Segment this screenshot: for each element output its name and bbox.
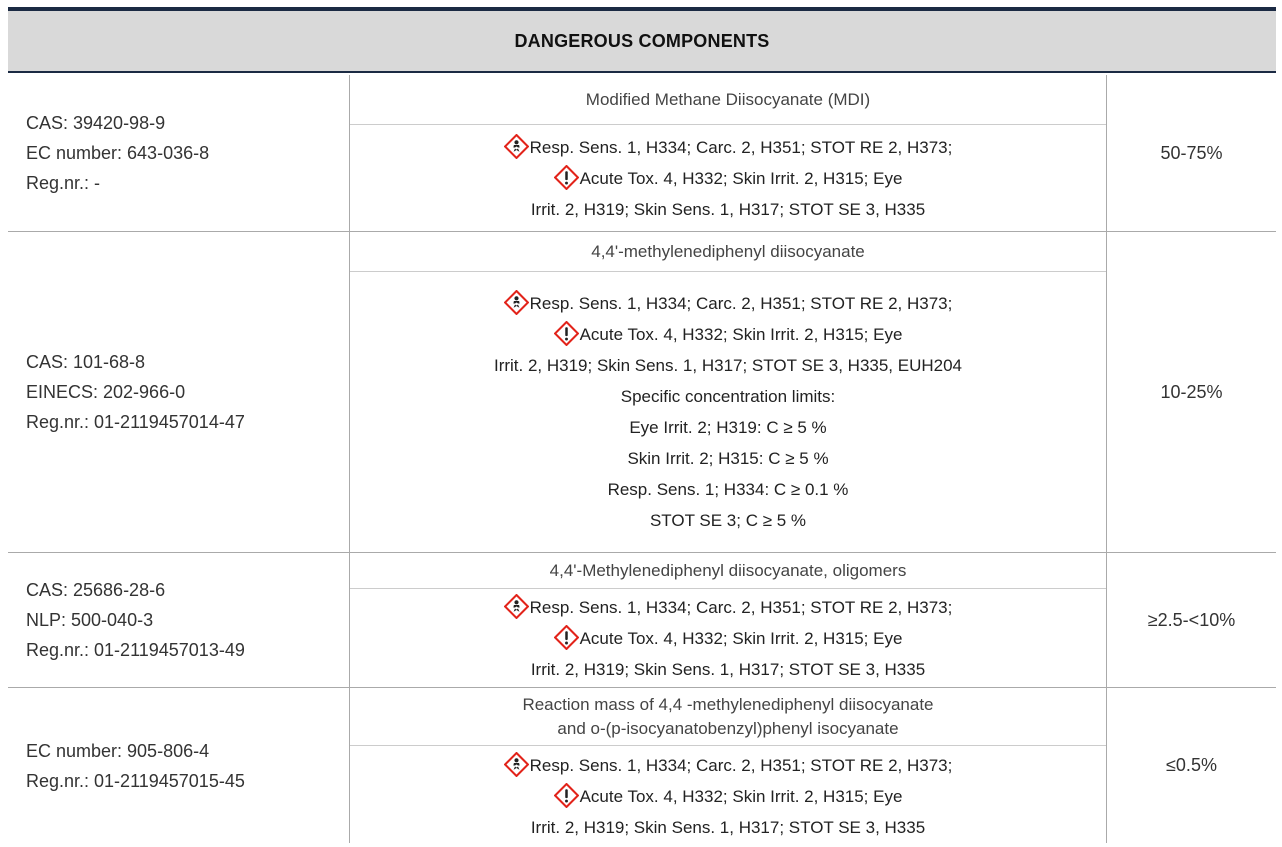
substance-cell — [349, 688, 1107, 843]
table-title: DANGEROUS COMPONENTS — [514, 30, 770, 51]
ec-number: EC number: 905-806-4 — [26, 740, 210, 761]
concentration-cell: 50-75% — [1160, 142, 1223, 163]
substance-cell — [349, 553, 1107, 687]
substance-name: 4,4'-methylenediphenyl diisocyanate — [350, 232, 1106, 272]
hazard-classification: Resp. Sens. 1, H334; Carc. 2, H351; STOT RE 2, H373; Acute Tox. 4, H332; Skin Irrit. 2, H315; Eye Irrit. 2, H319; Skin Sens. 1, H317; STOT SE 3, H335 — [350, 589, 1106, 687]
table-row — [8, 232, 1276, 553]
reg-number: Reg.nr.: 01-2119457013-49 — [26, 640, 245, 660]
health-hazard-icon — [504, 752, 529, 777]
exclamation-mark-icon — [554, 625, 579, 650]
cas-number: CAS: 101-68-8 — [26, 352, 146, 372]
table-row — [8, 688, 1276, 843]
identifiers-cell — [8, 75, 367, 231]
hazard-text: Irrit. 2, H319; Skin Sens. 1, H317; STOT SE 3, H335, EUH204 — [493, 356, 963, 375]
health-hazard-icon — [504, 594, 529, 619]
table-row — [8, 75, 1276, 232]
concentration-cell: 10-25% — [1160, 381, 1223, 402]
exclamation-mark-icon — [554, 165, 579, 190]
identifiers-cell — [8, 553, 367, 687]
exclamation-mark-icon — [554, 783, 579, 808]
substance-name: Modified Methane Diisocyanate (MDI) — [350, 75, 1106, 125]
nlp-number: NLP: 500-040-3 — [26, 610, 154, 630]
substance-cell — [349, 232, 1107, 552]
health-hazard-icon — [504, 290, 529, 315]
reg-number: Reg.nr.: - — [26, 173, 101, 193]
hazard-classification: Resp. Sens. 1, H334; Carc. 2, H351; STOT RE 2, H373; Acute Tox. 4, H332; Skin Irrit. 2, H315; Eye Irrit. 2, H319; Skin Sens. 1, H317; STOT SE 3, H335 — [350, 125, 1106, 231]
einecs-number: EINECS: 202-966-0 — [26, 382, 186, 402]
concentration-cell: ≥2.5-<10% — [1147, 609, 1236, 630]
health-hazard-icon — [504, 134, 529, 159]
hazard-text: STOT SE 3; C ≥ 5 % — [649, 511, 807, 530]
cas-number: CAS: 25686-28-6 — [26, 580, 166, 600]
cas-number: CAS: 39420-98-9 — [26, 113, 166, 133]
hazard-classification: Resp. Sens. 1, H334; Carc. 2, H351; STOT RE 2, H373; Acute Tox. 4, H332; Skin Irrit. 2, H315; Eye Irrit. 2, H319; Skin Sens. 1, H317; STOT SE 3, H335, EUH204 Specific concentration limits: Eye Irrit. 2; H319: C ≥ 5 % Skin Irrit. 2; H315: C ≥ 5 % Resp. Sens. 1; H334: C ≥ 0.1 % STOT SE 3; C ≥ 5 % — [350, 272, 1106, 552]
hazard-text: Eye Irrit. 2; H319: C ≥ 5 % — [629, 418, 827, 437]
hazard-text: Skin Irrit. 2; H315: C ≥ 5 % — [627, 449, 829, 468]
ec-number: EC number: 643-036-8 — [26, 143, 210, 163]
hazard-text: Irrit. 2, H319; Skin Sens. 1, H317; STOT SE 3, H335 — [530, 659, 926, 679]
exclamation-mark-icon — [554, 321, 579, 346]
hazard-text: Specific concentration limits: — [620, 387, 836, 406]
substance-name: 4,4'-Methylenediphenyl diisocyanate, oligomers — [350, 553, 1106, 589]
table-header — [8, 11, 1276, 73]
hazard-text: Resp. Sens. 1; H334: C ≥ 0.1 % — [607, 480, 849, 499]
hazard-text: Irrit. 2, H319; Skin Sens. 1, H317; STOT SE 3, H335 — [530, 818, 926, 837]
hazard-classification: Resp. Sens. 1, H334; Carc. 2, H351; STOT RE 2, H373; Acute Tox. 4, H332; Skin Irrit. 2, H315; Eye Irrit. 2, H319; Skin Sens. 1, H317; STOT SE 3, H335 — [350, 746, 1106, 847]
hazard-text: Irrit. 2, H319; Skin Sens. 1, H317; STOT SE 3, H335 — [530, 199, 926, 219]
identifiers-cell — [8, 232, 367, 552]
substance-name: Reaction mass of 4,4 -methylenediphenyl diisocyanate and o-(p-isocyanatobenzyl)phenyl isocyanate — [350, 688, 1106, 746]
identifiers-cell — [8, 688, 367, 843]
reg-number: Reg.nr.: 01-2119457014-47 — [26, 412, 245, 432]
concentration-cell: ≤0.5% — [1166, 755, 1217, 775]
table-row — [8, 553, 1276, 688]
substance-cell — [349, 75, 1107, 231]
reg-number: Reg.nr.: 01-2119457015-45 — [26, 770, 245, 791]
